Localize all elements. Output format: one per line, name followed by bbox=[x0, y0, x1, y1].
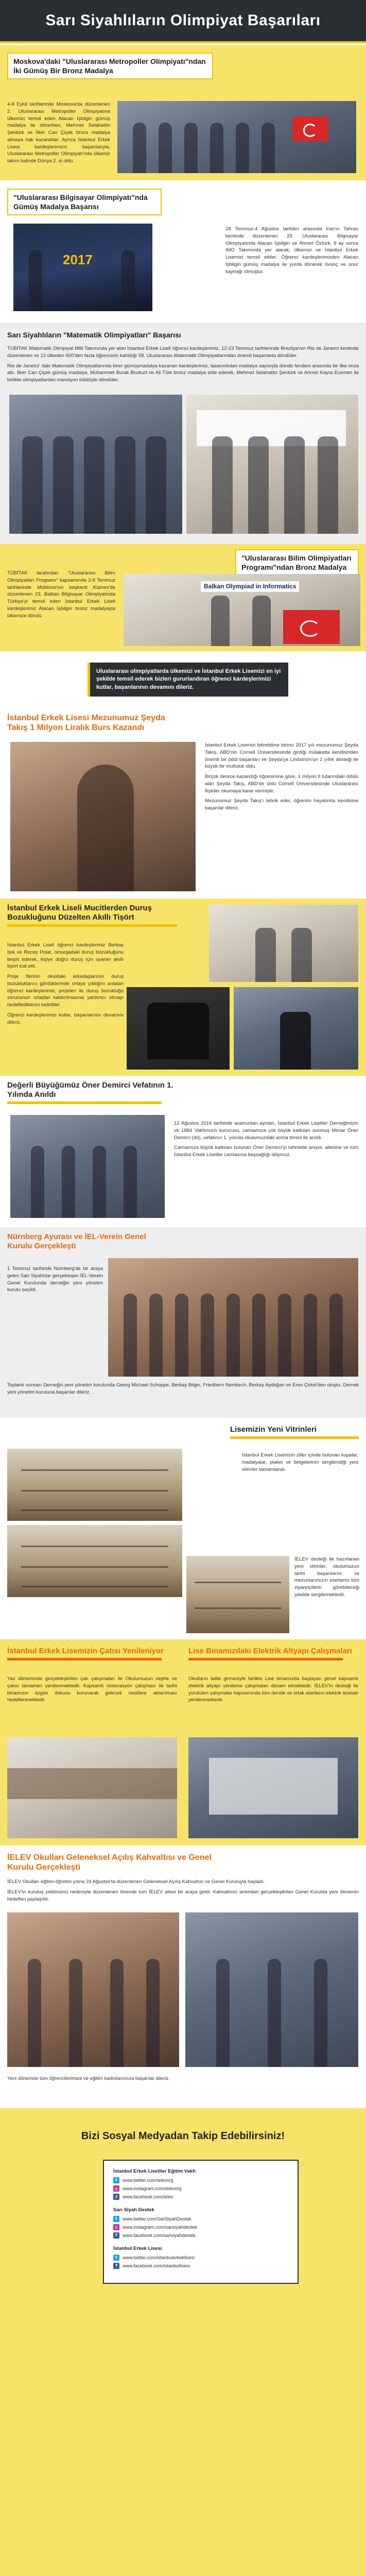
section-ielev bbox=[0, 1845, 366, 2108]
section-science-body: TÜBİTAK tarafından "Uluslararası Bilim Olimpiyatları Programı" kapsamında 2-8 Temmuz tarihlerinde Moldova'nın başkenti Kişinev'de düzenlenen 23. Balkan Bilgisayar Olimpiyatında Türkiye'yi temsil eden İstanbul Erkek Liseli kardeşlerimiz Alacan İşbilgin bronz madalyayla ülkemize döndü. bbox=[7, 570, 115, 619]
section-moscow-body: 4-8 Eylül tarihlerinde Moskova'da düzenlenen 2. Uluslararası Metropoller Olimpiyatına ülkemizi temsil eden Alacan İşbilgin gümüş madalya ile dönerken, Mehmet Selahattin Şentürk ve İlker Can Çiçek bronz madalya almaya hak kazandılar. Ayrıca İstanbul Erkek Lisesi kardeşlerimizin başarılarıyla, Uluslararası Metropoller Olimpiyatı'nda ülkemiz takım halinde Dünya 2. si oldu. bbox=[7, 101, 110, 164]
section-scholarship bbox=[0, 708, 366, 899]
facebook-icon: f bbox=[113, 2194, 119, 2200]
section-electric-title: Lise Binamızdaki Elektrik Altyapı Çalışmaları bbox=[188, 1647, 352, 1655]
section-nurnberg bbox=[0, 1227, 366, 1418]
facebook-icon: f bbox=[113, 2232, 119, 2239]
vitrine-photo-2 bbox=[7, 1525, 182, 1597]
facebook-icon: f bbox=[113, 2263, 119, 2269]
social-link-facebook[interactable] bbox=[113, 2194, 288, 2200]
section-scholarship-body-2: Birçok derece kazandığı öğrenimine göre, 1 milyon tl tutarındaki ödülü alan Şeyda Takış, ABD'de ünlü Cornell Üniversitesinde Uluslararası İlişkiler okumaya karar vermiştir. bbox=[205, 774, 358, 794]
section-ielev-body-2: İELEV'in kuruluş yıldönümü nedeniyle düzenlenen törende tüm İELEV ailesi bir araya geldi. Kahvaltının ardından gerçekleştirilen Genel Kurulda yeni dönemin hedefleri paylaşıldı. bbox=[7, 1889, 359, 1902]
social-group-title: Sarı Siyah Destek bbox=[113, 2207, 154, 2213]
tshirt-photo bbox=[127, 987, 230, 1070]
section-math bbox=[0, 323, 366, 544]
social-card bbox=[103, 2160, 299, 2284]
memorial-ceremony-photo bbox=[10, 1115, 165, 1218]
social-link-instagram[interactable] bbox=[113, 2224, 288, 2231]
header-banner bbox=[0, 0, 366, 43]
twitter-icon: t bbox=[113, 2177, 119, 2183]
social-link-text[interactable]: www.facebook.com/ielev bbox=[123, 2194, 173, 2199]
math-team-photo bbox=[9, 395, 182, 534]
section-vitrines-body-1: İstanbul Erkek Lisemizin ziller içinde bulunan kupalar, madalyalar, plaket ve belgelerinin sergilendiği yeni vitrinler tamamlandı. bbox=[242, 1452, 358, 1472]
social-link-text[interactable]: www.twitter.com/SariSiyahDestek bbox=[123, 2216, 191, 2222]
page-title: Sarı Siyahlıların Olimpiyat Başarıları bbox=[45, 12, 321, 29]
section-memorial bbox=[0, 1076, 366, 1227]
social-link-facebook[interactable] bbox=[113, 2263, 288, 2269]
section-memorial-body-2: Camiamıza büyük katkıları bulunan Öner Demirci'yi rahmetle anıyor, ailesine ve tüm İstanbul Erkek Liseliler camiasına başsağlığı diliyoruz. bbox=[174, 1145, 358, 1158]
social-link-text[interactable]: www.twitter.com/istanbulerkeklisesi bbox=[123, 2255, 195, 2260]
balkan-olympiad-photo bbox=[124, 574, 360, 646]
social-link-text[interactable]: www.instagram.com/ielevorg bbox=[123, 2185, 182, 2191]
ielev-event-photo-2 bbox=[185, 1912, 358, 2067]
section-electric-body: Okulların tatile girmesiyle birlikte Lise binamızda başlayan genel kapsamlı elektrik altyapı yenileme çalışmaları devam etmektedir. İELEV'in desteği ile yürütülen çalışmalar kapsamında tüm derslik ve ortak alanların elektrik tesisatı yenilenmektedir. bbox=[188, 1676, 358, 1703]
instagram-icon: ◎ bbox=[113, 2224, 119, 2230]
section-congrats-text: Uluslararası olimpiyatlarda ülkemizi ve İstanbul Erkek Lisemizi en iyi şekilde temsil ederek bizleri gururlandıran öğrenci kardeşlerimizi kutlar, başarılarının devamını dileriz. bbox=[96, 668, 281, 690]
balkan-olympiad-banner-text: Balkan Olympiad in Informatics bbox=[201, 581, 299, 592]
vitrine-photo-1 bbox=[7, 1449, 182, 1521]
twitter-icon: t bbox=[113, 2255, 119, 2261]
section-science-headline: "Uluslararası Bilim Olimpiyatları Programı"ndan Bronz Madalya bbox=[235, 549, 359, 576]
section-scholarship-title: İstanbul Erkek Lisesi Mezunumuz Şeyda Takış 1 Milyon Liralık Burs Kazandı bbox=[7, 714, 165, 733]
instagram-icon: ◎ bbox=[113, 2185, 119, 2192]
scholarship-portrait-photo bbox=[10, 742, 196, 891]
section-informatics bbox=[0, 180, 366, 323]
moscow-team-photo bbox=[117, 101, 356, 173]
nurnberg-group-photo bbox=[108, 1258, 358, 1377]
social-link-twitter[interactable] bbox=[113, 2216, 288, 2223]
section-science bbox=[0, 544, 366, 651]
section-math-headline: Sarı Siyahlıların "Matematik Olimpiyatları" Başarısı bbox=[7, 331, 181, 339]
tshirt-wearer-photo bbox=[234, 987, 358, 1070]
section-nurnberg-body-1: 1 Temmuz tarihinde Nürnberg'de bir araya gelen Sarı Siyahlılar gerçekleşen İEL-Verein Genel Kurulunda derneğin yeni yönetim kurulu seçildi. bbox=[7, 1266, 103, 1293]
section-informatics-body: 28 Temmuz-4 Ağustos tarihleri arasında İran'ın Tahran kentinde düzenlenen 29. Uluslararası Bilgisayar Olimpiyatında Alacan İşbilgin ve Ahmet Öztürk, 9 ay sonra IMO Takımında yer alarak, ülkemizi ve İstanbul Erkek Lisemizi temsil ettiler. Öğrenci kardeşlerimizden Alacan İşbilgin gümüş madalya ile yurda dönerek övünç ve onur kaynağı olmuştur. bbox=[225, 226, 358, 275]
social-link-facebook[interactable] bbox=[113, 2232, 288, 2239]
social-group-title: İstanbul Erkek Liseliler Eğitim Vakfı bbox=[113, 2168, 196, 2174]
section-memorial-title: Değerli Büyüğümüz Öner Demirci Vefatının 1. Yılında Anıldı bbox=[7, 1081, 173, 1099]
section-memorial-body-1: 12 Ağustos 2016 tarihinde aramızdan ayrılan, İstanbul Erkek Liseliler Derneğimizin ve 1884 Vakfımızın kurucusu, camiamıza çok büyük katkıları sunmuş Mimar Öner Demirci (46), vefatının 1. yılında okulumuzdaki anma töreni ile anıldı. bbox=[174, 1121, 358, 1141]
section-invention-body-3: Öğrenci kardeşlerimizi kutlar, başarılarının devamını dileriz. bbox=[7, 1012, 124, 1025]
section-invention-body-1: İstanbul Erkek Liseli öğrenci kardeşlerimiz Berkay Işık ve Recep Polat, omurgadaki duruş bozukluğunu tespit ederek, kişiye doğru duruş için uyaran akıllı tişört icat etti. bbox=[7, 942, 124, 970]
section-ielev-title: İELEV Okulları Geleneksel Açılış Kahvaltısı ve Genel Kurulu Gerçekleşti bbox=[7, 1853, 212, 1872]
section-nurnberg-title: Nürnberg Ayurası ve İEL-Verein Genel Kurulu Gerçekleşti bbox=[7, 1232, 146, 1250]
informatics-stage-photo: 2017 bbox=[13, 224, 152, 311]
social-link-text[interactable]: www.instagram.com/sarisiyahdestek bbox=[123, 2224, 198, 2230]
section-invention-body-2: Proje fikrinin okuldaki arkadaşlarının duruş bozukluklarını gördüklerinde ortaya çıktığını anlatan öğrenci kardeşlerimiz, projeleri ile duruş bozukluğu sorununun ortadan kaldırılmasına yardımcı olmayı hedeflediklerini belirttiler. bbox=[7, 974, 124, 1008]
section-moscow bbox=[0, 45, 366, 180]
section-renovations bbox=[0, 1639, 366, 1845]
social-group bbox=[113, 2168, 288, 2200]
section-scholarship-body-1: İstanbul Erkek Lisemizi bitirebilme birinci 2017 yılı mezunumuz Şeyda Takış, ABD'nin Cornell Üniversitesinde girdiği mülakatta kendisinden önemli bir ödül başarıları ve Şeyda'ya Lindstrom'un 2 yıllık desteği ile büyük bir mutluluk oldu. bbox=[205, 742, 358, 770]
electric-work-photo bbox=[188, 1737, 358, 1838]
social-title: Bizi Sosyal Medyadan Takip Edebilirsiniz! bbox=[81, 2130, 285, 2142]
inventors-photo bbox=[209, 905, 358, 982]
section-vitrines bbox=[0, 1418, 366, 1639]
section-invention bbox=[0, 899, 366, 1076]
section-ielev-body-1: İELEV Okulları eğitim-öğretim yılına 24 Ağustos'ta düzenlenen Geleneksel Açılış Kahvaltısı ve Genel Kuruluyla başladı. bbox=[7, 1879, 265, 1885]
social-group-title: İstanbul Erkek Lisesi bbox=[113, 2245, 162, 2251]
social-link-twitter[interactable] bbox=[113, 2255, 288, 2261]
social-link-text[interactable]: www.facebook.com/sarisiyahdestek bbox=[123, 2232, 196, 2238]
twitter-icon: t bbox=[113, 2216, 119, 2222]
social-group bbox=[113, 2245, 288, 2269]
social-link-text[interactable]: www.facebook.com/istanbullisesi bbox=[123, 2263, 190, 2268]
section-scholarship-body-3: Mezunumuz Şeyda Takış'ı tebrik eder, öğrenim hayatında kendisine başarılar dileriz. bbox=[205, 798, 358, 811]
ielev-event-photo-1 bbox=[7, 1912, 179, 2067]
section-social bbox=[0, 2108, 366, 2576]
vitrine-photo-3 bbox=[186, 1556, 289, 1633]
math-medalists-photo bbox=[186, 395, 358, 534]
section-ielev-body-3: Yeni dönemde tüm öğrencilerimize ve eğitim kadrolarımıza başarılar dileriz. bbox=[7, 2076, 170, 2081]
section-moscow-headline: Moskova'daki "Uluslararası Metropoller Olimpiyatı"ndan İki Gümüş Bir Bronz Madalya bbox=[7, 53, 213, 79]
section-informatics-headline: "Uluslararası Bilgisayar Olimpiyatı"nda Gümüş Madalya Başarısı bbox=[7, 189, 162, 215]
social-link-instagram[interactable] bbox=[113, 2185, 288, 2192]
section-roof-body: Yaz döneminde gerçekleştirilen çatı çalışmaları ile Okulumuzun cephe ve çatısı tamamen yenilenmektedir. Kapsamlı restorasyon çalışması ile tarihi binamızın özgün dokusu korunarak gelecek nesillere aktarılması hedeflenmektedir. bbox=[7, 1676, 177, 1703]
social-group bbox=[113, 2207, 288, 2239]
section-vitrines-body-2: İELEV desteği ile hazırlanan yeni vitrinler, okulumuzun tarihi başarılarını ve mezunlarımızın eserlerini tüm ziyaretçilerin görebileceği şekilde sergilemektedir. bbox=[294, 1556, 359, 1598]
section-nurnberg-body-2: Toplantı sonrası Derneğin yeni yönetim kurulunda Georg Michael Schoppe, Berkay Bilgin, Friedbern Nemkech, Berkay Aydoğan ve Eren Çirkel'den oluştu. Dernek yeni yönetim kuruluna başarılar dileriz. bbox=[7, 1382, 359, 1395]
section-math-body-2: Rio de Janeiro' daki Matematik Olimpiyatlarında birer gümüşmadalya kazanan kardeşlerimiz, tasarımlıdan madalya sayısıyla dünde fendeni arasında bir ilke imza attı. İlker Can Çiçek gümüş madalya, Muhammet Burak Bozkurt ve Ali Türk bronz madalya elde ederek, Mehmet Selahattin Şentürk ve Ahmet Kayra Ecemen ile birlikte olimpiyatlardan mansiyon ödülüyle döndüler. bbox=[7, 363, 359, 383]
roof-work-photo bbox=[7, 1737, 177, 1838]
section-vitrines-title: Lisemizin Yeni Vitrinleri bbox=[230, 1425, 317, 1434]
social-link-text[interactable]: www.twitter.com/ielevorg bbox=[123, 2177, 173, 2183]
section-roof-title: İstanbul Erkek Lisemizin Çatısı Yenileniyor bbox=[7, 1647, 164, 1655]
section-invention-title: İstanbul Erkek Liseli Mucitlerden Duruş Bozukluğunu Düzelten Akıllı Tişört bbox=[7, 904, 152, 922]
section-math-body-1: TÜBİTAK Matematik Olimpiyat Milli Takımında yer alan İstanbul Erkek Liseli öğrenci kardeşlerimiz, 12-23 Temmuz tarihlerinde Brezilya'nın Rio de Janeiro kentinde düzenlenen ve 13 ülkeden 600'den fazla öğrencinin katıldığı 58. Uluslararası Matematik Olimpiyatlarından önemli başarılarla döndüler. bbox=[7, 346, 359, 359]
social-link-twitter[interactable] bbox=[113, 2177, 288, 2184]
section-congrats bbox=[0, 651, 366, 708]
